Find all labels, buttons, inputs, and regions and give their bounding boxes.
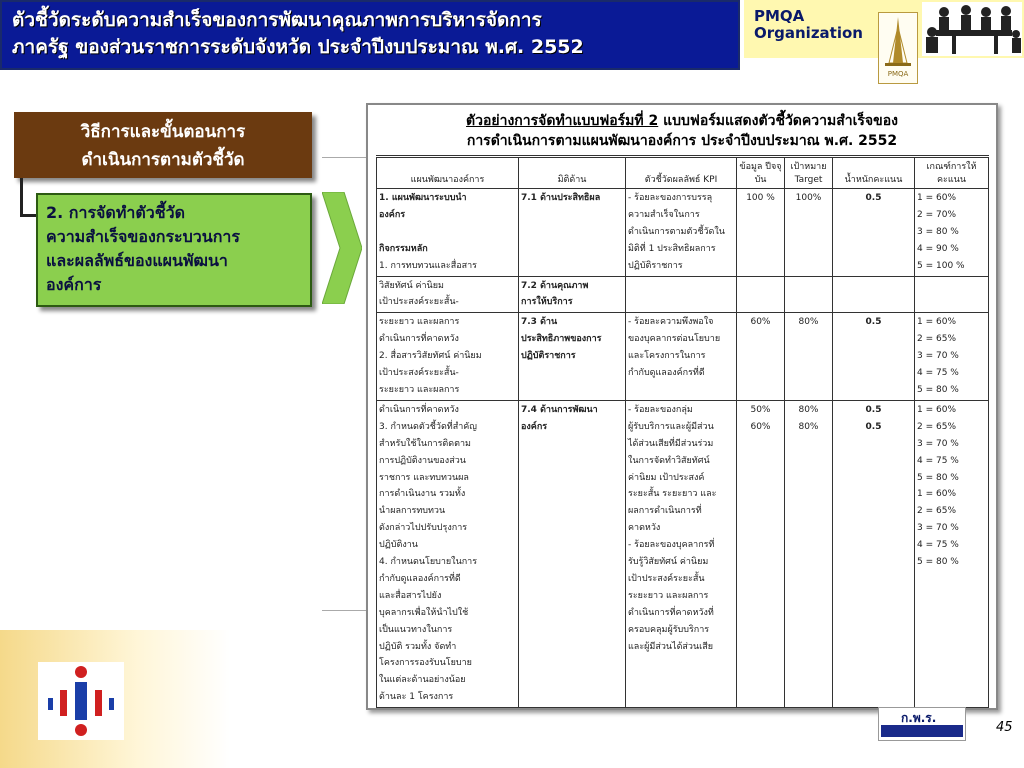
- plan-text: เป้าประสงค์ระยะสั้น-: [379, 368, 459, 379]
- pmqa-label-line-2: Organization: [754, 24, 863, 42]
- plan-text: 4. กำหนดนโยบายในการ: [379, 557, 478, 568]
- title-line-1: ตัวชี้วัดระดับความสำเร็จของการพัฒนาคุณภาพการบริหารจัดการ: [12, 9, 542, 31]
- step-box: [36, 193, 312, 307]
- plan-text: วิสัยทัศน์ ค่านิยม: [379, 280, 444, 291]
- criteria-text: 1 = 60%: [917, 193, 956, 203]
- dimension-cell: [519, 400, 626, 707]
- target-cell: [785, 189, 833, 277]
- baseline-cell: [737, 313, 785, 401]
- dimension-text: 7.2 ด้านคุณภาพ: [521, 280, 589, 291]
- slide-title: [0, 0, 740, 70]
- criteria-text: 2 = 70%: [917, 209, 956, 220]
- criteria-cell: [915, 189, 989, 277]
- plan-text: เป็นแนวทางในการ: [379, 624, 453, 635]
- weight-cell: [833, 313, 915, 401]
- header-weight: น้ำหนักคะแนน: [833, 157, 915, 189]
- dimension-text: 7.1 ด้านประสิทธิผล: [521, 193, 601, 203]
- plan-text: องค์กร: [379, 209, 406, 220]
- form-title-rest: แบบฟอร์มแสดงตัวชี้วัดความสำเร็จของ: [658, 113, 898, 129]
- criteria-text: 3 = 70 %: [917, 438, 959, 449]
- criteria-text: 5 = 80 %: [917, 557, 959, 568]
- kpi-text: - ร้อยละของบุคลากรที่: [628, 540, 715, 551]
- kpi-text: ได้ส่วนเสียที่มีส่วนร่วม: [628, 438, 714, 449]
- right-arrow-icon: [322, 192, 362, 304]
- svg-text:PMQA: PMQA: [887, 70, 909, 78]
- plan-text: ดังกล่าวไปปรับปรุงการ: [379, 523, 468, 534]
- meeting-people-icon: [922, 2, 1022, 56]
- plan-text: 1. การทบทวนและสื่อสาร: [379, 260, 477, 271]
- header-criteria: เกณฑ์การให้ คะแนน: [915, 157, 989, 189]
- baseline-cell: [737, 400, 785, 707]
- kpi-text: ปฏิบัติราชการ: [628, 260, 683, 271]
- pmqa-label: [754, 8, 863, 42]
- form-title: [368, 111, 996, 151]
- kpi-text: กำกับดูแลองค์กรที่ดี: [628, 368, 705, 379]
- dimension-text: 7.4 ด้านการพัฒนา: [521, 404, 598, 415]
- dimension-text: องค์กร: [521, 421, 548, 432]
- kpr-logo-text: ก.พ.ร.: [901, 711, 937, 725]
- step-line: และผลลัพธ์ของแผนพัฒนา: [46, 251, 228, 270]
- title-line-2: ภาครัฐ ของส่วนราชการระดับจังหวัด ประจำปีงบประมาณ พ.ศ. 2552: [12, 36, 584, 58]
- kpi-text: - ร้อยละของการบรรลุ: [628, 193, 713, 203]
- kpi-text: ดำเนินการตามตัวชี้วัดใน: [628, 226, 725, 237]
- criteria-text: 3 = 70 %: [917, 351, 959, 362]
- criteria-text: 5 = 80 %: [917, 384, 959, 395]
- criteria-cell: [915, 400, 989, 707]
- baseline-cell: [737, 276, 785, 313]
- target-cell: [785, 313, 833, 401]
- criteria-text: 4 = 75 %: [917, 368, 959, 379]
- criteria-text: 2 = 65%: [917, 334, 956, 345]
- criteria-text: 5 = 100 %: [917, 260, 965, 271]
- plan-cell: [377, 400, 519, 707]
- kpi-text: ผลการดำเนินการที่: [628, 506, 702, 517]
- method-heading-line-1: วิธีการและขั้นตอนการ: [80, 122, 246, 142]
- criteria-text: 4 = 90 %: [917, 243, 959, 254]
- kpi-cell: [626, 400, 737, 707]
- criteria-text: 2 = 65%: [917, 506, 956, 517]
- kpr-logo-icon: [878, 707, 966, 741]
- pmqa-logo-icon: [878, 12, 918, 84]
- weight-cell: [833, 276, 915, 313]
- kpi-text: รับรู้วิสัยทัศน์ ค่านิยม: [628, 557, 709, 568]
- weight-value: 0.5: [865, 193, 882, 203]
- target-value: 100%: [795, 193, 822, 203]
- pmqa-label-line-1: PMQA: [754, 7, 805, 25]
- step-line: ความสำเร็จของกระบวนการ: [46, 227, 240, 246]
- baseline-value: 60%: [750, 421, 771, 432]
- kpi-text: มิติที่ 1 ประสิทธิผลการ: [628, 243, 716, 254]
- criteria-cell: [915, 313, 989, 401]
- form-title-underlined: ตัวอย่างการจัดทำแบบฟอร์มที่ 2: [466, 113, 659, 129]
- target-value: 80%: [798, 317, 819, 328]
- weight-cell: [833, 189, 915, 277]
- plan-text: ดำเนินการที่คาดหวัง: [379, 334, 459, 345]
- connector-line: [20, 178, 37, 217]
- weight-value: 0.5: [865, 317, 882, 328]
- baseline-cell: [737, 189, 785, 277]
- criteria-text: 1 = 60%: [917, 489, 956, 500]
- criteria-text: 3 = 80 %: [917, 226, 959, 237]
- kpi-cell: [626, 313, 737, 401]
- baseline-value: 60%: [750, 317, 771, 328]
- weight-value: 0.5: [865, 404, 882, 415]
- kpi-text: ดำเนินการที่คาดหวังที่: [628, 607, 714, 618]
- target-value: 80%: [798, 421, 819, 432]
- form-document: [366, 103, 998, 710]
- plan-text: ปฏิบัติงาน: [379, 540, 418, 551]
- kpi-text: ระยะยาว และผลการ: [628, 590, 709, 601]
- kpi-form-table: [376, 155, 989, 708]
- plan-text: เป้าประสงค์ระยะสั้น-: [379, 297, 459, 308]
- header-kpi: ตัวชี้วัดผลลัพธ์ KPI: [626, 157, 737, 189]
- kpi-text: เป้าประสงค์ระยะสั้น: [628, 573, 705, 584]
- plan-text: ดำเนินการที่คาดหวัง: [379, 404, 459, 415]
- criteria-text: 1 = 60%: [917, 404, 956, 415]
- step-line: 2. การจัดทำตัวชี้วัด: [46, 203, 185, 222]
- plan-text: นำผลการทบทวน: [379, 506, 446, 517]
- kpi-text: ในการจัดทำวิสัยทัศน์: [628, 455, 710, 466]
- kpi-text: และโครงการในการ: [628, 351, 706, 362]
- criteria-text: 2 = 65%: [917, 421, 956, 432]
- kpi-text: ของบุคลากรต่อนโยบาย: [628, 334, 721, 345]
- guide-line: [322, 610, 370, 611]
- form-title-line-2: การดำเนินการตามแผนพัฒนาองค์การ ประจำปีงบประมาณ พ.ศ. 2552: [466, 133, 898, 149]
- criteria-text: 3 = 70 %: [917, 523, 959, 534]
- plan-text: ราชการ และทบทวนผล: [379, 472, 469, 483]
- plan-text: โครงการรองรับนโยบาย: [379, 658, 472, 669]
- page-number: 45: [996, 720, 1013, 735]
- kpr-logo-strip: [881, 725, 963, 737]
- plan-text: การปฏิบัติงานของส่วน: [379, 455, 466, 466]
- plan-text: ระยะยาว และผลการ: [379, 317, 460, 328]
- guide-line: [322, 157, 370, 158]
- target-cell: [785, 276, 833, 313]
- plan-text: ปฏิบัติ รวมทั้ง จัดทำ: [379, 641, 457, 652]
- criteria-text: 4 = 75 %: [917, 455, 959, 466]
- baseline-value: 50%: [750, 404, 771, 415]
- pmqa-header: [744, 0, 1024, 78]
- dimension-text: 7.3 ด้าน: [521, 317, 558, 328]
- criteria-text: 4 = 75 %: [917, 540, 959, 551]
- header-target: เป้าหมาย Target: [785, 157, 833, 189]
- kpi-text: ระยะสั้น ระยะยาว และ: [628, 489, 717, 500]
- kpi-text: ผู้รับบริการและผู้มีส่วน: [628, 421, 714, 432]
- plan-text: ระยะยาว และผลการ: [379, 384, 460, 395]
- method-heading-line-2: ดำเนินการตามตัวชี้วัด: [81, 150, 245, 170]
- dimension-cell: [519, 313, 626, 401]
- dimension-cell: [519, 276, 626, 313]
- plan-text: บุคลากรเพื่อให้นำไปใช้: [379, 607, 469, 618]
- dimension-text: การให้บริการ: [521, 297, 573, 308]
- plan-text: สำหรับใช้ในการติดตาม: [379, 438, 471, 449]
- kpi-text: - ร้อยละความพึงพอใจ: [628, 317, 714, 328]
- kpi-text: ความสำเร็จในการ: [628, 209, 700, 220]
- weight-cell: [833, 400, 915, 707]
- plan-text: กำกับดูแลองค์การที่ดี: [379, 573, 461, 584]
- baseline-value: 100 %: [746, 193, 775, 203]
- plan-text: และสื่อสารไปยัง: [379, 590, 442, 601]
- plan-cell: [377, 189, 519, 277]
- criteria-text: 5 = 80 %: [917, 472, 959, 483]
- criteria-cell: [915, 276, 989, 313]
- target-cell: [785, 400, 833, 707]
- kpi-text: และผู้มีส่วนได้ส่วนเสีย: [628, 641, 713, 652]
- step-line: องค์การ: [46, 275, 102, 294]
- header-plan: แผนพัฒนาองค์การ: [377, 157, 519, 189]
- ocsc-logo-icon: [38, 662, 124, 740]
- plan-text: กิจกรรมหลัก: [379, 243, 428, 254]
- plan-text: ในแต่ละด้านอย่างน้อย: [379, 675, 466, 686]
- dimension-text: ประสิทธิภาพของการ: [521, 334, 602, 345]
- plan-text: 2. สื่อสารวิสัยทัศน์ ค่านิยม: [379, 351, 482, 362]
- kpi-text: - ร้อยละของกลุ่ม: [628, 404, 693, 415]
- dimension-cell: [519, 189, 626, 277]
- criteria-text: 1 = 60%: [917, 317, 956, 328]
- method-heading-box: [14, 112, 312, 178]
- kpi-text: ค่านิยม เป้าประสงค์: [628, 472, 705, 483]
- plan-text: 3. กำหนดตัวชี้วัดที่สำคัญ: [379, 421, 477, 432]
- dimension-text: ปฏิบัติราชการ: [521, 351, 576, 362]
- target-value: 80%: [798, 404, 819, 415]
- header-baseline: ข้อมูล ปีจจุบัน: [737, 157, 785, 189]
- plan-text: 1. แผนพัฒนาระบบนำ: [379, 193, 467, 203]
- plan-cell: [377, 276, 519, 313]
- plan-text: [379, 224, 516, 241]
- weight-value: 0.5: [865, 421, 882, 432]
- plan-cell: [377, 313, 519, 401]
- plan-text: ด้านละ 1 โครงการ: [379, 692, 454, 703]
- kpi-cell: [626, 189, 737, 277]
- kpi-text: ครอบคลุมผู้รับบริการ: [628, 624, 710, 635]
- header-dimension: มิติด้าน: [519, 157, 626, 189]
- kpi-cell: [626, 276, 737, 313]
- kpi-text: คาดหวัง: [628, 523, 661, 534]
- plan-text: การดำเนินงาน รวมทั้ง: [379, 489, 466, 500]
